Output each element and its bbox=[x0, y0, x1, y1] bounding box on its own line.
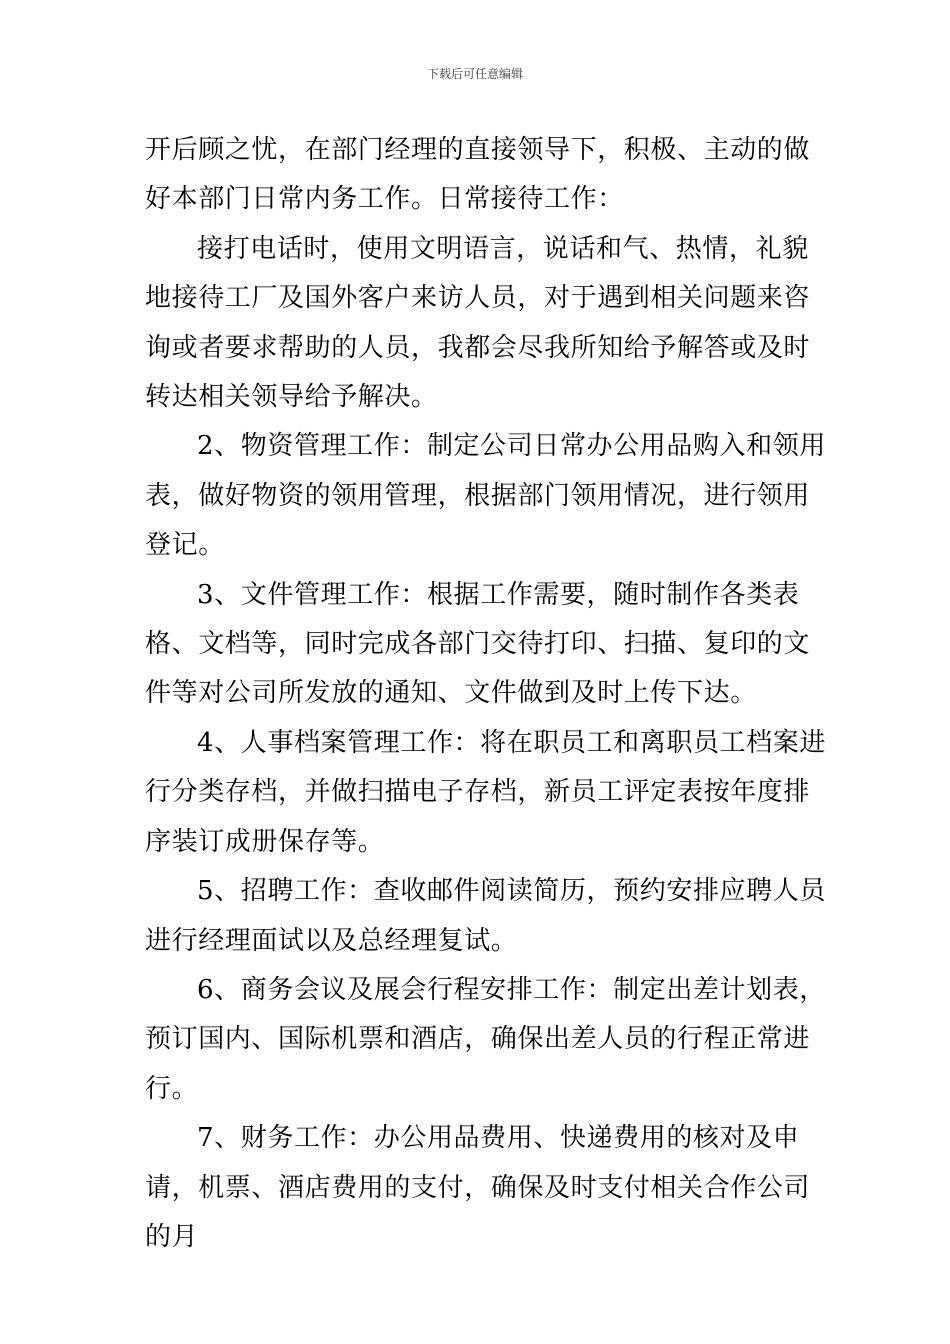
paragraph-3: 2、物资管理工作：制定公司日常办公用品购入和领用表，做好物资的领用管理，根据部门领用情况，进行领用登记。 bbox=[145, 431, 826, 561]
paragraph-1: 开后顾之忧，在部门经理的直接领导下，积极、主动的做好本部门日常内务工作。日常接待工作： bbox=[145, 135, 811, 215]
paragraph-5: 4、人事档案管理工作：将在职员工和离职员工档案进行分类存档，并做扫描电子存档，新员工评定表按年度排序装订成册保存等。 bbox=[145, 727, 826, 857]
paragraph-7: 6、商务会议及展会行程安排工作：制定出差计划表，预订国内、国际机票和酒店，确保出差人员的行程正常进行。 bbox=[145, 974, 826, 1104]
paragraph-4: 3、文件管理工作：根据工作需要，随时制作各类表格、文档等，同时完成各部门交待打印、扫描、复印的文件等对公司所发放的通知、文件做到及时上传下达。 bbox=[145, 579, 811, 709]
page-header: 下载后可任意编辑 bbox=[426, 67, 523, 81]
paragraph-8: 7、财务工作：办公用品费用、快递费用的核对及申请，机票、酒店费用的支付，确保及时支付相关合作公司的月 bbox=[145, 1123, 811, 1252]
paragraph-6: 5、招聘工作：查收邮件阅读简历，预约安排应聘人员进行经理面试以及总经理复试。 bbox=[145, 876, 826, 956]
document-body bbox=[145, 126, 830, 1262]
paragraph-2: 接打电话时，使用文明语言，说话和气、热情，礼貌地接待工厂及国外客户来访人员，对于遇到相关问题来咨询或者要求帮助的人员，我都会尽我所知给予解答或及时转达相关领导给予解决。 bbox=[145, 233, 811, 413]
